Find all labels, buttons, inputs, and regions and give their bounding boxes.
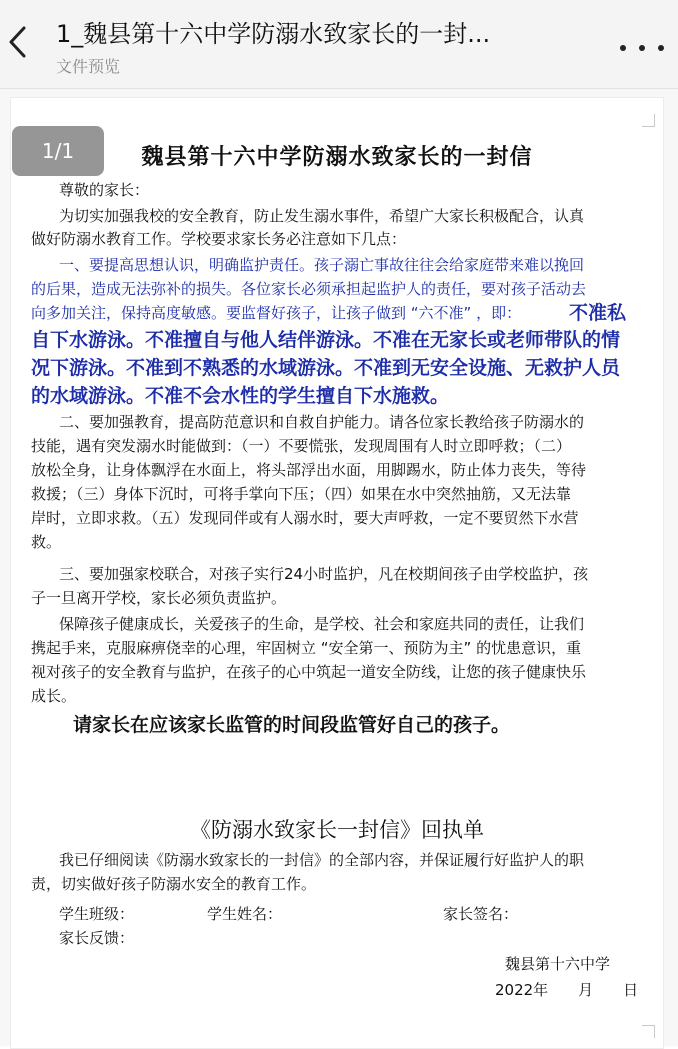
intro-line: 为切实加强我校的安全教育，防止发生溺水事件，希望广大家长积极配合，认真 (59, 207, 585, 225)
receipt-text: 我已仔细阅读《防溺水致家长的一封信》的全部内容，并保证履行好监护人的职 (59, 851, 585, 869)
receipt-text: 责，切实做好孩子防溺水安全的教育工作。 (31, 875, 317, 893)
date-line: 2022年 月 日 (495, 981, 639, 999)
intro-line: 做好防溺水教育工作。学校要求家长务必注意如下几点： (31, 230, 407, 248)
section1-rule: 的水域游泳。不准不会水性的学生擅自下水施救。 (31, 385, 450, 407)
field-feedback-label: 家长反馈： (59, 929, 135, 947)
reminder-text: 请家长在应该家长监管的时间段监管好自己的孩子。 (73, 714, 511, 736)
field-signature-label: 家长签名： (443, 905, 519, 923)
ellipsis-icon (620, 45, 626, 51)
field-class-label: 学生班级： (59, 905, 135, 923)
section2-line: 技能，遇有突发溺水时能做到：（一）不要慌张，发现周围有人时立即呼救；（二） (31, 437, 572, 455)
closing-line: 携起手来，克服麻痹侥幸的心理，牢固树立 “安全第一、预防为主” 的忧患意识，重 (31, 639, 582, 657)
receipt-title: 《防溺水致家长一封信》回执单 (190, 818, 484, 842)
field-name-label: 学生姓名： (207, 905, 283, 923)
file-preview-label: 文件预览 (56, 57, 121, 76)
section3-line: 子一旦离开学校，家长必须负责监护。 (31, 589, 287, 607)
section1-line: 一、要提高思想认识，明确监护责任。孩子溺亡事故往往会给家庭带来难以挽回 (59, 256, 585, 274)
document-page (10, 97, 664, 1049)
page-corner-mark (642, 114, 655, 127)
section2-line: 放松全身，让身体飘浮在水面上，将头部浮出水面，用脚踢水，防止体力丧失，等待 (31, 461, 587, 479)
section3-line: 三、要加强家校联合，对孩子实行24小时监护，凡在校期间孩子由学校监护，孩 (59, 565, 589, 583)
section1-line: 向多加关注，保持高度敏感。要监督好孩子，让孩子做到 “六不准” ，即： (31, 304, 522, 322)
section1-line: 的后果，造成无法弥补的损失。各位家长必须承担起监护人的责任，要对孩子活动去 (31, 280, 587, 298)
section2-line: 救援；（三）身体下沉时，可将手掌向下压；（四）如果在水中突然抽筋，又无法靠 (31, 485, 572, 503)
ellipsis-icon (658, 45, 664, 51)
section2-line: 救。 (31, 533, 62, 551)
page-corner-mark (642, 1025, 655, 1038)
document-viewer[interactable] (0, 89, 678, 1046)
document-title: 魏县第十六中学防溺水致家长的一封信 (141, 145, 533, 170)
file-title: 1_魏县第十六中学防溺水致家长的一封... (56, 20, 491, 48)
back-button[interactable] (4, 22, 36, 72)
section1-rule: 况下游泳。不准到不熟悉的水域游泳。不准到无安全设施、无救护人员 (31, 357, 621, 379)
ellipsis-icon (639, 45, 645, 51)
more-options-button[interactable] (620, 40, 664, 56)
closing-line: 成长。 (31, 687, 77, 705)
section2-line: 岸时，立即求救。（五）发现同伴或有人溺水时，要大声呼救，一定不要贸然下水营 (31, 509, 579, 527)
greeting: 尊敬的家长： (59, 181, 150, 199)
closing-line: 保障孩子健康成长，关爱孩子的生命，是学校、社会和家庭共同的责任，让我们 (59, 615, 585, 633)
section2-line: 二、要加强教育，提高防范意识和自救自护能力。请各位家长教给孩子防溺水的 (59, 413, 585, 431)
top-bar (0, 0, 678, 89)
page-indicator: 1/1 (12, 126, 104, 176)
chevron-left-icon (4, 22, 32, 62)
section1-rule: 不准私 (569, 302, 627, 324)
school-name: 魏县第十六中学 (505, 955, 611, 973)
closing-line: 视对孩子的安全教育与监护，在孩子的心中筑起一道安全防线，让您的孩子健康快乐 (31, 663, 587, 681)
section1-rule: 自下水游泳。不准擅自与他人结伴游泳。不准在无家长或老师带队的情 (31, 329, 621, 351)
